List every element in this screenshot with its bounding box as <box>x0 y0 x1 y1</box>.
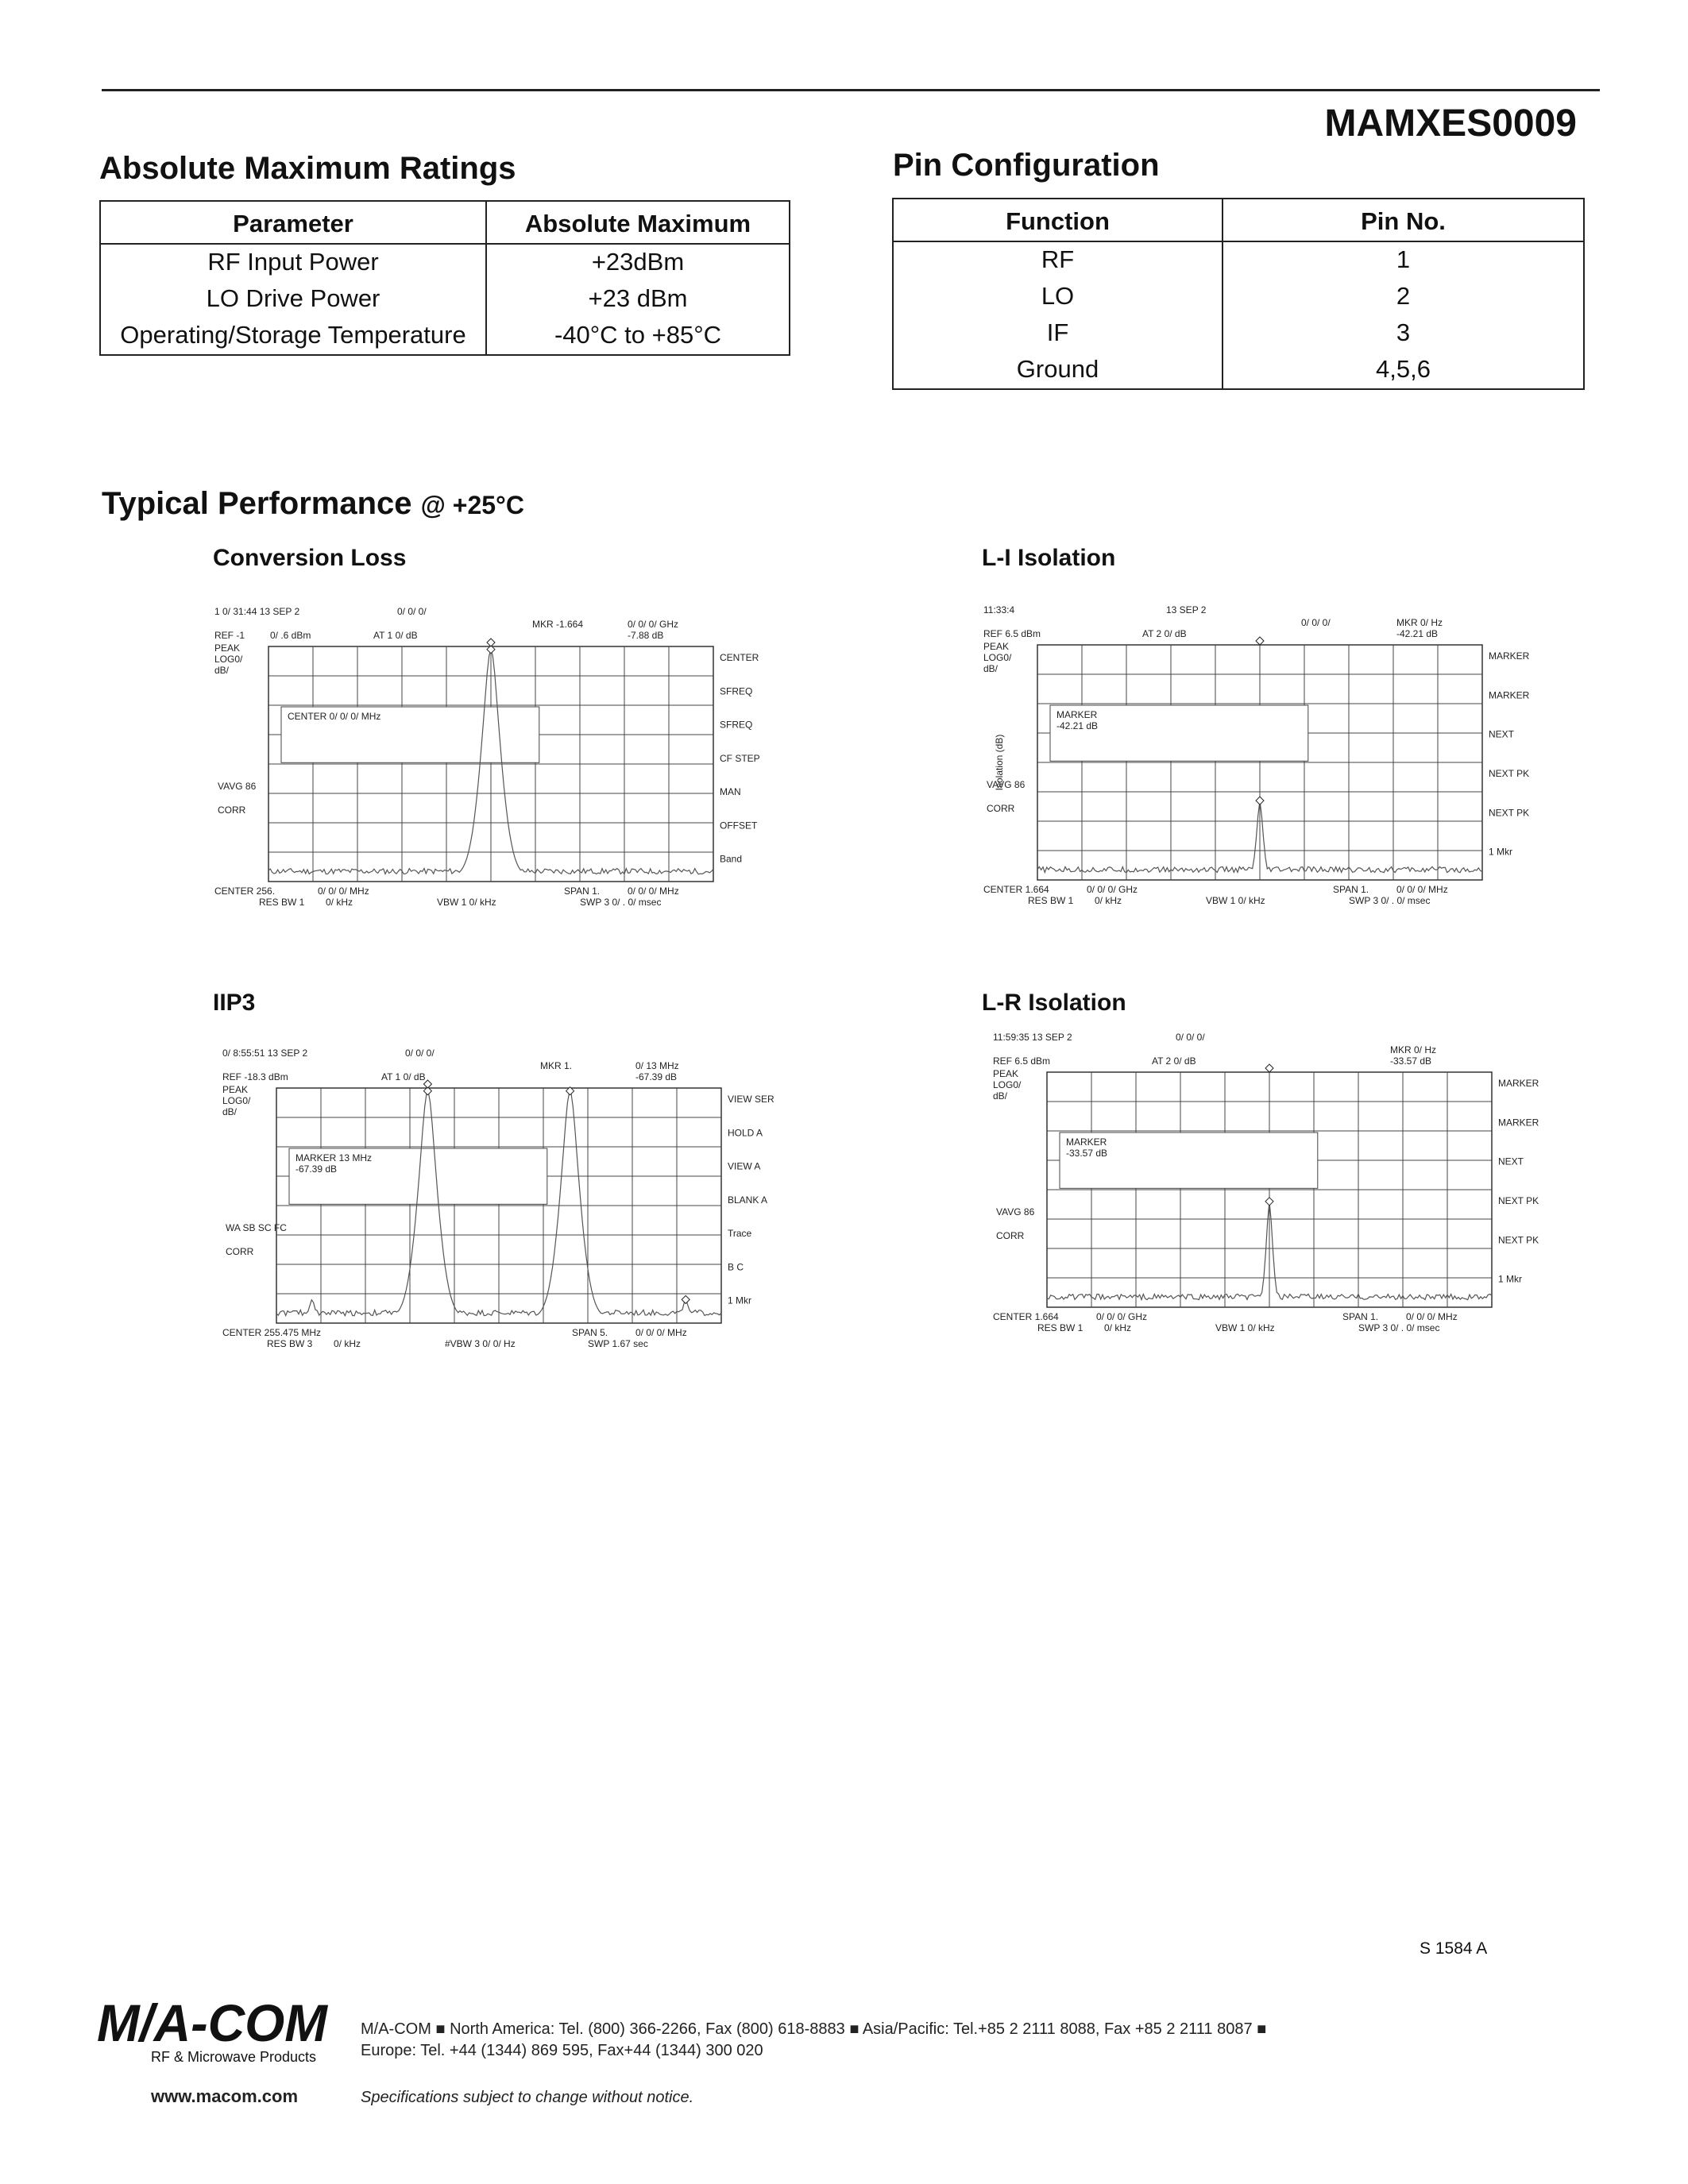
softkey-label: VIEW SER <box>728 1094 774 1105</box>
perf-title <box>102 486 524 522</box>
amr-col-max: Absolute Maximum <box>486 201 790 244</box>
spectrum-svg <box>222 1047 786 1372</box>
rbw-label: RES BW 1 <box>1028 895 1074 906</box>
marker-diamond <box>1265 1198 1273 1206</box>
sweep-label: SWP 1.67 sec <box>588 1338 648 1349</box>
softkey-label: B C <box>728 1261 744 1273</box>
vbw-label: #VBW 3 0/ 0/ Hz <box>445 1338 516 1349</box>
detector-label: VAVG 86 <box>987 779 1026 790</box>
marker-level: -67.39 dB <box>635 1071 678 1082</box>
doc-code: S 1584 A <box>1420 1939 1488 1958</box>
span-value: 0/ 0/ 0/ MHz <box>1396 884 1448 895</box>
scale-label: dB/ <box>214 665 230 676</box>
pins-cell: RF <box>893 241 1223 279</box>
marker-ref-diamond <box>1265 1064 1273 1072</box>
softkey-label: NEXT <box>1489 728 1515 740</box>
disclaimer: Specifications subject to change without notice. <box>361 2089 694 2106</box>
spectrum-svg <box>993 1031 1557 1356</box>
table-row <box>100 244 790 281</box>
amr-title: Absolute Maximum Ratings <box>99 151 516 186</box>
center-freq-unit: 0/ 0/ 0/ GHz <box>1096 1311 1148 1322</box>
center-freq: CENTER 1.664 <box>983 884 1049 895</box>
macom-logo <box>95 2000 334 2069</box>
spectrum-svg <box>214 605 778 931</box>
softkey-label: BLANK A <box>728 1194 768 1206</box>
softkey-label: MARKER <box>1498 1078 1539 1089</box>
span-value: 0/ 0/ 0/ MHz <box>635 1327 687 1338</box>
attenuation: AT 2 0/ dB <box>1152 1055 1196 1067</box>
pins-cell: 1 <box>1223 241 1584 279</box>
chart-title-li-isolation: L-I Isolation <box>982 545 1116 571</box>
table-row <box>100 318 790 355</box>
detector-label: WA SB SC FC <box>226 1222 287 1233</box>
softkey-label: NEXT PK <box>1489 768 1530 779</box>
perf-condition: @ +25°C <box>420 491 524 519</box>
detector-label: CORR <box>226 1246 254 1257</box>
spectrum-plot-lr-isolation <box>993 1031 1557 1356</box>
marker-readout: MKR 1. <box>540 1060 573 1071</box>
timestamp-label: 11:33:4 <box>983 604 1015 615</box>
detector-label: VAVG 86 <box>218 781 257 792</box>
scale-label: PEAK <box>993 1068 1019 1079</box>
scale-label: LOG0/ <box>222 1095 251 1106</box>
span-value: 0/ 0/ 0/ MHz <box>1406 1311 1458 1322</box>
marker-level: -33.57 dB <box>1390 1055 1432 1067</box>
rbw-value: 0/ kHz <box>1104 1322 1132 1333</box>
marker-level: -7.88 dB <box>628 630 664 641</box>
center-freq: CENTER 256. <box>214 886 276 897</box>
scale-label: PEAK <box>214 642 241 654</box>
detector-label: CORR <box>218 805 246 816</box>
attenuation: AT 2 0/ dB <box>1142 628 1187 639</box>
rbw-label: RES BW 1 <box>259 897 305 908</box>
contact-line-1: M/A-COM ■ North America: Tel. (800) 366-2266, Fax (800) 618-8883 ■ Asia/Pacific: Tel.+85 2 2111 8088, Fax +85 2 2111 8087 ■ <box>361 2020 1267 2038</box>
amr-header-row <box>100 201 790 244</box>
softkey-label: HOLD A <box>728 1127 763 1139</box>
chart-title-lr-isolation: L-R Isolation <box>982 990 1126 1016</box>
rbw-label: RES BW 3 <box>267 1338 313 1349</box>
detector-label: VAVG 86 <box>996 1206 1035 1217</box>
softkey-label: 1 Mkr <box>1498 1273 1522 1285</box>
ref-value: 0/ .6 dBm <box>270 630 311 641</box>
softkey-label: SFREQ <box>720 685 753 697</box>
rbw-label: RES BW 1 <box>1037 1322 1083 1333</box>
marker-diamond <box>1256 797 1264 805</box>
softkey-label: Band <box>720 853 743 865</box>
table-row <box>893 279 1584 315</box>
softkey-label: NEXT PK <box>1489 807 1530 819</box>
marker-box-text: -42.21 dB <box>1056 720 1099 731</box>
marker-freq: 0/ 0/ 0/ GHz <box>628 619 679 630</box>
ref-level: REF 6.5 dBm <box>993 1055 1051 1067</box>
ref-level: REF -1 <box>214 630 245 641</box>
contact-line-2: Europe: Tel. +44 (1344) 869 595, Fax+44 (1344) 300 020 <box>361 2042 763 2059</box>
marker-box-text: MARKER <box>1066 1136 1107 1148</box>
softkey-label: NEXT PK <box>1498 1234 1539 1246</box>
softkey-label: VIEW A <box>728 1160 761 1172</box>
sweep-label: SWP 3 0/ . 0/ msec <box>1358 1322 1440 1333</box>
detector-label: CORR <box>987 803 1015 814</box>
marker-box-text: MARKER 13 MHz <box>295 1152 373 1163</box>
scale-label: dB/ <box>983 663 999 674</box>
marker-ref-diamond <box>1256 637 1264 645</box>
vbw-label: VBW 1 0/ kHz <box>437 897 496 908</box>
center-freq: CENTER 1.664 <box>993 1311 1059 1322</box>
table-row <box>893 315 1584 352</box>
span-label: SPAN 5. <box>572 1327 608 1338</box>
softkey-label: MARKER <box>1489 650 1530 662</box>
vbw-label: VBW 1 0/ kHz <box>1206 895 1265 906</box>
spectrum-plot-conversion-loss <box>214 605 778 931</box>
ref-level: REF 6.5 dBm <box>983 628 1041 639</box>
scale-label: PEAK <box>983 641 1010 652</box>
pins-col-pin: Pin No. <box>1223 199 1584 241</box>
pins-title: Pin Configuration <box>893 148 1160 183</box>
y-axis-label: Isolation (dB) <box>994 734 1005 791</box>
center-freq-unit: 0/ 0/ 0/ GHz <box>1087 884 1138 895</box>
ref-level: REF -18.3 dBm <box>222 1071 288 1082</box>
softkey-label: SFREQ <box>720 719 753 731</box>
softkey-label: Trace <box>728 1228 752 1240</box>
part-number: MAMXES0009 <box>1324 102 1577 145</box>
amr-cell: +23dBm <box>486 244 790 281</box>
sweep-label: SWP 3 0/ . 0/ msec <box>580 897 662 908</box>
website-link[interactable]: www.macom.com <box>151 2086 299 2106</box>
amr-col-parameter: Parameter <box>100 201 486 244</box>
scale-label: LOG0/ <box>983 652 1012 663</box>
scale-label: PEAK <box>222 1084 249 1095</box>
header-label: 0/ 0/ 0/ <box>1176 1032 1205 1043</box>
rbw-value: 0/ kHz <box>326 897 353 908</box>
spectrum-plot-li-isolation <box>983 604 1547 929</box>
span-label: SPAN 1. <box>1333 884 1369 895</box>
pins-header-row <box>893 199 1584 241</box>
macom-logo-sub: RF & Microwave Products <box>151 2049 317 2065</box>
vbw-label: VBW 1 0/ kHz <box>1215 1322 1275 1333</box>
macom-logo-icon <box>95 2000 334 2065</box>
softkey-label: MARKER <box>1498 1117 1539 1129</box>
pins-cell: 3 <box>1223 315 1584 352</box>
table-row <box>893 352 1584 389</box>
softkey-label: MAN <box>720 786 741 798</box>
amr-table <box>99 200 790 356</box>
timestamp-label: 0/ 8:55:51 13 SEP 2 <box>222 1048 308 1059</box>
softkey-label: 1 Mkr <box>1489 846 1512 858</box>
marker-ref-diamond <box>487 639 495 646</box>
marker-box-text: -33.57 dB <box>1066 1148 1108 1159</box>
softkey-label: 1 Mkr <box>728 1295 751 1306</box>
pins-cell: LO <box>893 279 1223 315</box>
header-rule <box>102 89 1600 91</box>
marker-readout: MKR 0/ Hz <box>1390 1044 1437 1055</box>
center-freq-unit: 0/ 0/ 0/ MHz <box>318 886 369 897</box>
softkey-label: NEXT PK <box>1498 1195 1539 1206</box>
span-label: SPAN 1. <box>564 886 601 897</box>
rbw-value: 0/ kHz <box>334 1338 361 1349</box>
marker-freq: MKR 0/ Hz <box>1396 617 1443 628</box>
spectrum-plot-iip3 <box>222 1047 786 1372</box>
scale-label: dB/ <box>222 1106 238 1117</box>
scale-label: LOG0/ <box>993 1079 1022 1090</box>
scale-label: dB/ <box>993 1090 1008 1102</box>
amr-cell: RF Input Power <box>100 244 486 281</box>
attenuation: AT 1 0/ dB <box>381 1071 426 1082</box>
timestamp-label: 11:59:35 13 SEP 2 <box>993 1032 1072 1043</box>
span-value: 0/ 0/ 0/ MHz <box>628 886 679 897</box>
table-row <box>100 281 790 318</box>
marker-box-text: MARKER <box>1056 709 1098 720</box>
rbw-value: 0/ kHz <box>1095 895 1122 906</box>
pins-table <box>892 198 1585 390</box>
marker-readout: 0/ 0/ 0/ <box>1301 617 1331 628</box>
sweep-label: SWP 3 0/ . 0/ msec <box>1349 895 1431 906</box>
amr-cell: -40°C to +85°C <box>486 318 790 355</box>
header-label: 0/ 0/ 0/ <box>397 606 427 617</box>
softkey-label: NEXT <box>1498 1156 1524 1167</box>
marker-readout: MKR -1.664 <box>532 619 584 630</box>
chart-title-iip3: IIP3 <box>213 990 256 1016</box>
amr-cell: Operating/Storage Temperature <box>100 318 486 355</box>
header-label: 0/ 0/ 0/ <box>405 1048 435 1059</box>
timestamp-label: 1 0/ 31:44 13 SEP 2 <box>214 606 300 617</box>
center-freq: CENTER 255.475 MHz <box>222 1327 322 1338</box>
detector-label: CORR <box>996 1230 1025 1241</box>
softkey-label: OFFSET <box>720 820 758 832</box>
spectrum-svg <box>983 604 1547 929</box>
scale-label: LOG0/ <box>214 654 243 665</box>
marker-level: -42.21 dB <box>1396 628 1439 639</box>
chart-title-conversion-loss: Conversion Loss <box>213 545 407 571</box>
attenuation: AT 1 0/ dB <box>373 630 418 641</box>
marker-box-text: CENTER 0/ 0/ 0/ MHz <box>288 711 381 722</box>
softkey-label: CF STEP <box>720 752 760 764</box>
marker-box-text: -67.39 dB <box>295 1163 338 1175</box>
perf-title-text: Typical Performance <box>102 486 412 521</box>
pins-col-function: Function <box>893 199 1223 241</box>
pins-cell: 4,5,6 <box>1223 352 1584 389</box>
table-row <box>893 241 1584 279</box>
marker-freq: 0/ 13 MHz <box>635 1060 679 1071</box>
pins-cell: IF <box>893 315 1223 352</box>
amr-cell: LO Drive Power <box>100 281 486 318</box>
amr-cell: +23 dBm <box>486 281 790 318</box>
marker-diamond <box>682 1295 689 1303</box>
softkey-label: MARKER <box>1489 689 1530 701</box>
pins-cell: 2 <box>1223 279 1584 315</box>
span-label: SPAN 1. <box>1342 1311 1379 1322</box>
macom-logo-wordmark: M/A-COM <box>97 2000 329 2052</box>
header-label: 13 SEP 2 <box>1166 604 1207 615</box>
pins-cell: Ground <box>893 352 1223 389</box>
softkey-label: CENTER <box>720 652 759 663</box>
